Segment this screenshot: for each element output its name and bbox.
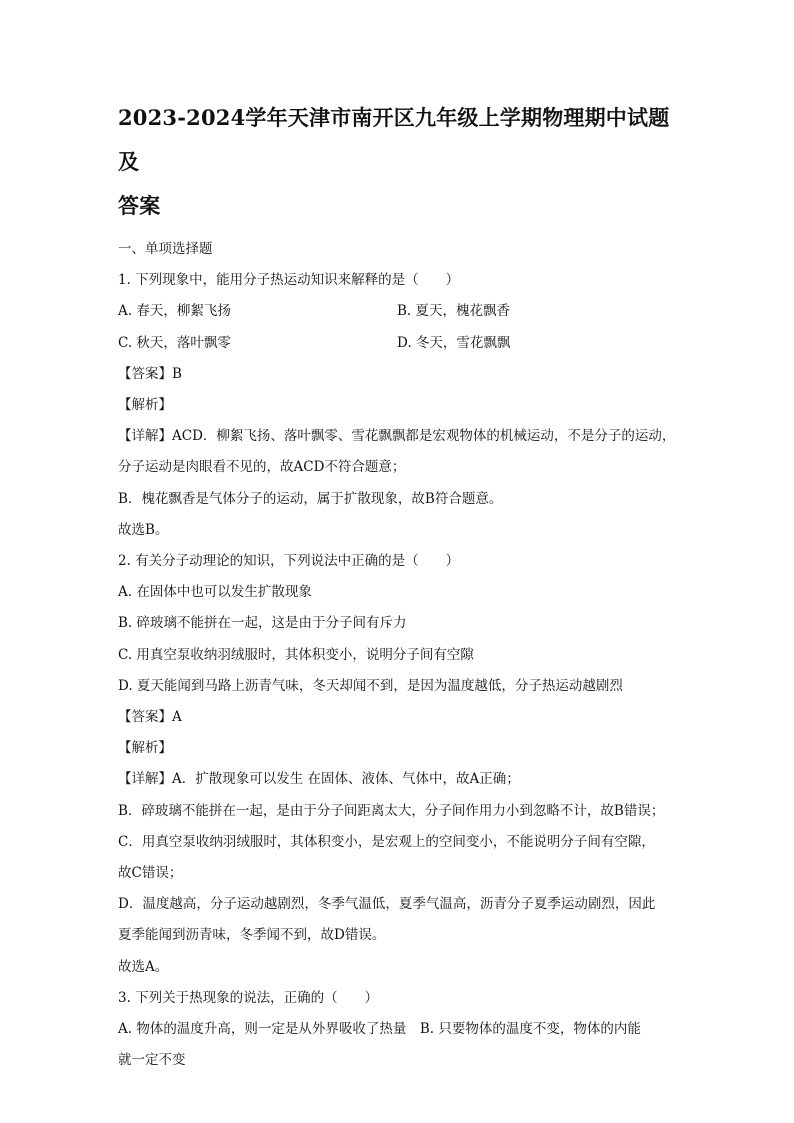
q1-detail-tag: 【详解】 — [118, 428, 172, 445]
q1-answer: 【答案】B — [118, 365, 182, 382]
q2-conclusion: 故选A。 — [118, 958, 169, 975]
q3-stem: 3. 下列关于热现象的说法，正确的（ ） — [118, 989, 379, 1006]
q2-detail-line-6: 夏季能闻到沥青味，冬季闻不到，故D错误。 — [118, 927, 386, 944]
q1-detail-line-2: 分子运动是肉眼看不见的，故ACD不符合题意； — [118, 459, 406, 476]
q2-stem: 2. 有关分子动理论的知识，下列说法中正确的是（ ） — [118, 553, 460, 570]
q2-answer: 【答案】A — [118, 709, 182, 726]
q1-detail-line-3: B．槐花飘香是气体分子的运动，属于扩散现象，故B符合题意。 — [118, 490, 503, 507]
section-heading: 一、单项选择题 — [118, 241, 213, 257]
q1-stem: 1. 下列现象中，能用分子热运动知识来解释的是（ ） — [118, 272, 460, 289]
q1-option-a: A. 春天，柳絮飞扬 — [118, 303, 231, 320]
q2-option-d: D. 夏天能闻到马路上沥青气味，冬天却闻不到，是因为温度越低，分子热运动越剧烈 — [118, 677, 623, 694]
q2-option-c: C. 用真空泵收纳羽绒服时，其体积变小，说明分子间有空隙 — [118, 646, 474, 663]
q1-analysis-heading: 【解析】 — [118, 397, 172, 414]
q1-option-c: C. 秋天，落叶飘零 — [118, 334, 231, 351]
q1-options-row-2 — [118, 328, 676, 359]
q3-option-a: A. 物体的温度升高，则一定是从外界吸收了热量 — [118, 1021, 407, 1038]
q1-options-row-1 — [118, 296, 676, 327]
q2-option-b: B. 碎玻璃不能拼在一起，这是由于分子间有斥力 — [118, 615, 407, 632]
q2-option-a: A. 在固体中也可以发生扩散现象 — [118, 584, 312, 601]
q3-options-line-1 — [118, 1014, 676, 1045]
q2-detail-line-3: C．用真空泵收纳羽绒服时，其体积变小，是宏观上的空间变小，不能说明分子间有空隙， — [118, 833, 655, 850]
q2-detail-line-5: D．温度越高，分子运动越剧烈，冬季气温低，夏季气温高，沥青分子夏季运动剧烈，因此 — [118, 896, 656, 913]
q1-option-d: D. 冬天，雪花飘飘 — [397, 334, 511, 351]
title-line-1: 2023-2024学年天津市南开区九年级上学期物理期中试题及 — [118, 105, 670, 174]
q3-option-b-continuation: 就一定不变 — [118, 1052, 186, 1069]
q2-analysis-heading: 【解析】 — [118, 740, 172, 757]
q1-conclusion: 故选B。 — [118, 521, 169, 538]
title-line-2: 答案 — [118, 193, 161, 218]
q3-option-b: B. 只要物体的温度不变，物体的内能 — [419, 1021, 641, 1038]
document-title — [118, 96, 676, 228]
q2-detail-tag: 【详解】 — [118, 771, 172, 788]
q1-detail-line-1 — [118, 421, 676, 452]
q2-detail-text-1: A．扩散现象可以发生 在固体、液体、气体中，故A正确； — [172, 771, 520, 788]
q1-option-b: B. 夏天，槐花飘香 — [397, 303, 511, 320]
q2-detail-line-4: 故C错误； — [118, 865, 183, 882]
q1-detail-text-1: ACD．柳絮飞扬、落叶飘零、雪花飘飘都是宏观物体的机械运动，不是分子的运动， — [172, 428, 676, 445]
q2-detail-line-2: B．碎玻璃不能拼在一起，是由于分子间距离太大，分子间作用力小到忽略不计，故B错误； — [118, 802, 665, 819]
q2-detail-line-1 — [118, 764, 676, 795]
